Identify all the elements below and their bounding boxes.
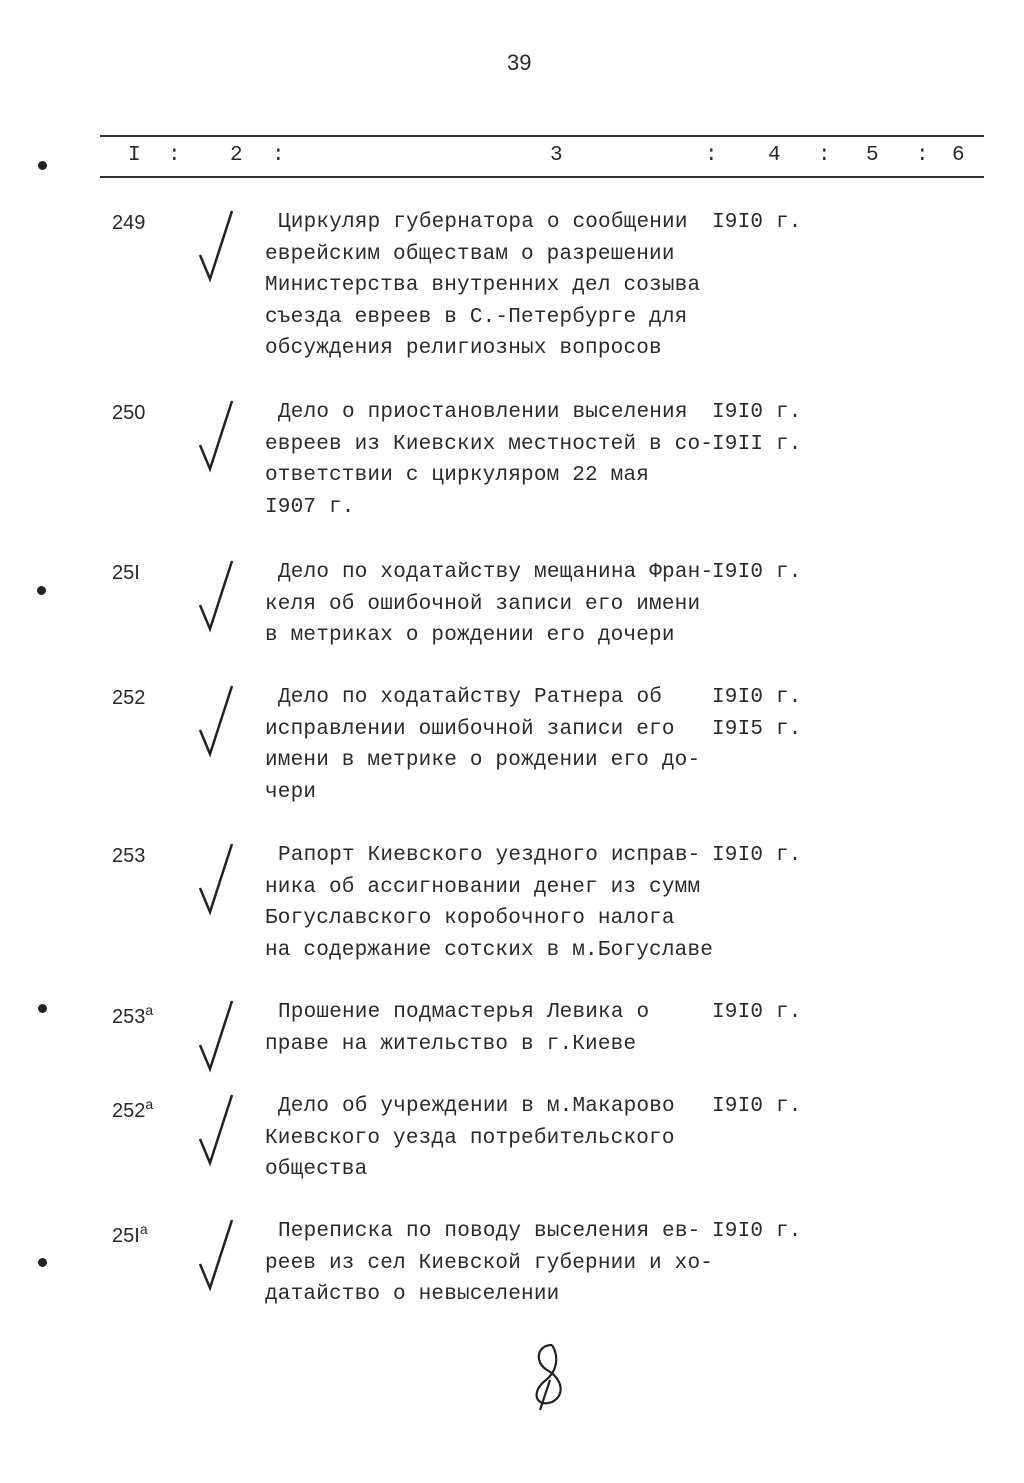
entry-number bbox=[112, 402, 145, 425]
entry-number bbox=[112, 562, 140, 585]
entry-date: I9I0 г. bbox=[712, 1095, 802, 1118]
entry-number bbox=[112, 845, 145, 868]
entry-date: I9I0 г. bbox=[712, 1220, 802, 1243]
column-separator: : bbox=[272, 144, 285, 167]
entry-number-text: 253 bbox=[112, 845, 146, 867]
column-separator: : bbox=[916, 144, 929, 167]
column-separator: : bbox=[818, 144, 831, 167]
entry-description-line: общества bbox=[265, 1158, 368, 1182]
entry-description-line: Министерства внутренних дел созыва bbox=[265, 274, 701, 298]
check-mark-icon bbox=[192, 557, 242, 637]
entry-description-line: реев из сел Киевской губернии и хо- bbox=[265, 1251, 714, 1275]
entry-description-line: чери bbox=[265, 780, 317, 804]
entry-description-line: Дело по ходатайству мещанина Фран- bbox=[278, 561, 714, 584]
entry-number bbox=[112, 687, 145, 710]
punch-hole bbox=[38, 1258, 47, 1267]
entry-number bbox=[112, 212, 145, 235]
entry-description-line: Дело по ходатайству Ратнера об bbox=[278, 686, 663, 709]
check-mark-icon bbox=[192, 397, 242, 477]
entry-description-line: ответствии с циркуляром 22 мая bbox=[265, 464, 650, 488]
entry-number-superscript: а bbox=[145, 1096, 154, 1112]
column-separator: : bbox=[168, 144, 181, 167]
entry-number-text: 250 bbox=[112, 402, 146, 424]
header-top-rule bbox=[100, 135, 984, 137]
check-mark-icon bbox=[192, 1091, 242, 1171]
column-header-5: 5 bbox=[866, 144, 879, 167]
entry-date: I9I5 г. bbox=[712, 717, 802, 741]
entry-number-text: 252 bbox=[112, 687, 146, 709]
entry-number bbox=[112, 1096, 153, 1123]
entry-date: I9I0 г. bbox=[712, 844, 802, 867]
entry-description-line: имени в метрике о рождении его до- bbox=[265, 749, 701, 773]
column-header-1: I bbox=[128, 144, 141, 167]
entry-description-line: Циркуляр губернатора о сообщении bbox=[278, 211, 688, 234]
punch-hole bbox=[37, 586, 46, 595]
entry-description-line: Переписка по поводу выселения ев- bbox=[278, 1220, 701, 1243]
column-header-2: 2 bbox=[230, 144, 243, 167]
entry-description-line: исправлении ошибочной записи его bbox=[265, 717, 675, 741]
entry-description-line: съезда евреев в С.-Петербурге для bbox=[265, 305, 688, 329]
entry-description-line: Дело об учреждении в м.Макарово bbox=[278, 1095, 675, 1118]
entry-description-line: Прошение подмастерья Левика о bbox=[278, 1001, 650, 1024]
column-header-6: 6 bbox=[952, 144, 965, 167]
column-header-3: 3 bbox=[550, 144, 563, 167]
check-mark-icon bbox=[192, 207, 242, 287]
entry-number-text: 25I bbox=[112, 1225, 140, 1247]
entry-date: I9I0 г. bbox=[712, 561, 802, 584]
punch-hole bbox=[38, 1004, 47, 1013]
check-mark-icon bbox=[192, 997, 242, 1077]
check-mark-icon bbox=[192, 840, 242, 920]
entry-description-line: Дело о приостановлении выселения bbox=[278, 401, 688, 424]
column-separator: : bbox=[705, 144, 718, 167]
entry-number-superscript: а bbox=[145, 1002, 154, 1018]
entry-date: I9II г. bbox=[712, 432, 802, 456]
entry-number-superscript: а bbox=[139, 1221, 148, 1237]
entry-number-text: 25I bbox=[112, 562, 140, 584]
entry-description-line: ника об ассигновании денег из сумм bbox=[265, 875, 701, 899]
entry-date: I9I0 г. bbox=[712, 1001, 802, 1024]
entry-description-line: Рапорт Киевского уездного исправ- bbox=[278, 844, 701, 867]
entry-description-line: праве на жительство в г.Киеве bbox=[265, 1032, 637, 1056]
handwritten-page-mark bbox=[522, 1340, 572, 1415]
entry-date: I9I0 г. bbox=[712, 401, 802, 424]
entry-number-text: 253 bbox=[112, 1006, 146, 1028]
punch-hole bbox=[38, 161, 47, 170]
entry-description-line: Киевского уезда потребительского bbox=[265, 1126, 675, 1150]
entry-description-line: I907 г. bbox=[265, 495, 355, 519]
entry-date: I9I0 г. bbox=[712, 211, 802, 234]
entry-number-text: 252 bbox=[112, 1100, 146, 1122]
entry-description-line: Богуславского коробочного налога bbox=[265, 907, 675, 931]
entry-date: I9I0 г. bbox=[712, 686, 802, 709]
check-mark-icon bbox=[192, 682, 242, 762]
check-mark-icon bbox=[192, 1216, 242, 1296]
header-bottom-rule bbox=[100, 176, 984, 178]
entry-description-line: келя об ошибочной записи его имени bbox=[265, 592, 701, 616]
entry-description-line: на содержание сотских в м.Богуславе bbox=[265, 938, 714, 962]
column-header-4: 4 bbox=[768, 144, 781, 167]
page-number: 39 bbox=[507, 50, 532, 75]
entry-number bbox=[112, 1221, 148, 1248]
entry-description-line: датайство о невыселении bbox=[265, 1283, 560, 1307]
entry-description-line: в метриках о рождении его дочери bbox=[265, 624, 675, 648]
entry-number bbox=[112, 1002, 153, 1029]
entry-description-line: обсуждения религиозных вопросов bbox=[265, 337, 662, 361]
entry-number-text: 249 bbox=[112, 212, 146, 234]
entry-description-line: евреев из Киевских местностей в со- bbox=[265, 432, 714, 456]
entry-description-line: еврейским обществам о разрешении bbox=[265, 242, 675, 266]
